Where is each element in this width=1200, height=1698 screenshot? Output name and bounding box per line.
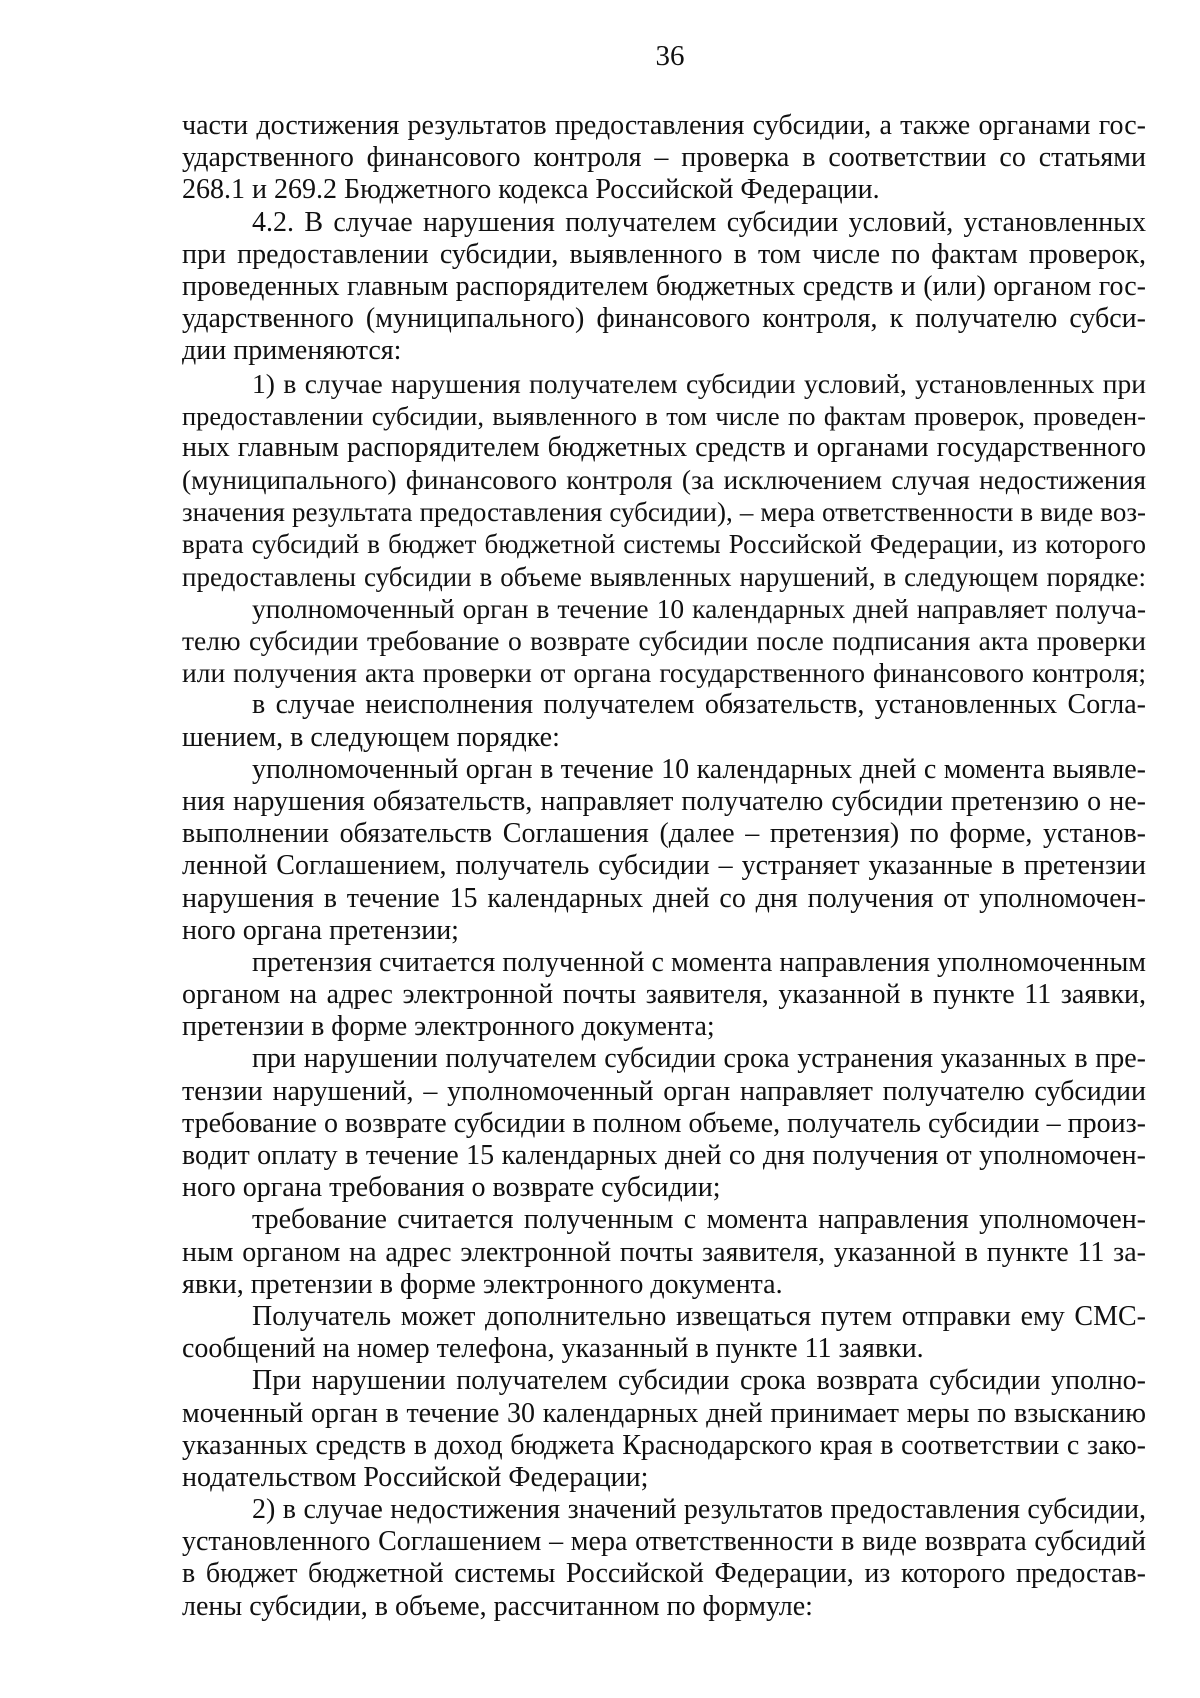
text-line: ного органа требования о возврате субсидии; <box>182 1172 721 1204</box>
text-line: претензии в форме электронного документа; <box>182 1011 715 1043</box>
text-line: ных главным распорядителем бюджетных средств и органами государственного <box>182 431 1146 463</box>
text-line: водит оплату в течение 15 календарных дней со дня получения от уполномочен- <box>182 1140 1146 1171</box>
text-line: явки, претензии в форме электронного документа. <box>182 1268 783 1300</box>
text-line: проведенных главным распорядителем бюджетных средств и (или) органом гос- <box>182 270 1146 302</box>
text-line: ного органа претензии; <box>182 914 459 946</box>
text-line: органом на адрес электронной почты заявителя, указанной в пункте 11 заявки, <box>182 979 1146 1011</box>
text-line: выполнении обязательств Соглашения (далее – претензия) по форме, установ- <box>182 818 1146 850</box>
text-line: нодательством Российской Федерации; <box>182 1461 649 1493</box>
text-line: ударственного финансового контроля – проверка в соответствии со статьями <box>182 142 1146 174</box>
text-line: дии применяются: <box>182 335 402 367</box>
text-line: претензия считается полученной с момента направления уполномоченным <box>252 946 1146 978</box>
text-line: ударственного (муниципального) финансового контроля, к получателю субси- <box>182 303 1146 335</box>
document-body <box>182 110 1146 1623</box>
text-line: телю субсидии требование о возврате субсидии после подписания акта проверки <box>182 625 1146 656</box>
page-number: 36 <box>655 40 685 72</box>
text-line: 2) в случае недостижения значений результатов предоставления субсидии, <box>252 1494 1146 1526</box>
text-line: в случае неисполнения получателем обязательств, установленных Согла- <box>252 689 1146 721</box>
text-line: врата субсидий в бюджет бюджетной системы Российской Федерации, из которого <box>182 529 1146 560</box>
text-line: лены субсидии, в объеме, рассчитанном по формуле: <box>182 1590 813 1622</box>
text-line: 4.2. В случае нарушения получателем субсидии условий, установленных <box>252 206 1146 238</box>
text-line: в бюджет бюджетной системы Российской Федерации, из которого предостав- <box>182 1558 1146 1590</box>
text-line: шением, в следующем порядке: <box>182 721 560 753</box>
text-line: при предоставлении субсидии, выявленного в том числе по фактам проверок, <box>182 238 1146 270</box>
text-line: 268.1 и 269.2 Бюджетного кодекса Российской Федерации. <box>182 174 880 206</box>
text-line: При нарушении получателем субсидии срока возврата субсидии уполно- <box>252 1365 1146 1397</box>
text-line: уполномоченный орган в течение 10 календарных дней направляет получа- <box>252 592 1146 624</box>
text-line: 1) в случае нарушения получателем субсидии условий, установленных при <box>252 367 1146 399</box>
text-line: требование считается полученным с момента направления уполномочен- <box>252 1204 1146 1236</box>
text-line: ния нарушения обязательств, направляет получателю субсидии претензию о не- <box>182 785 1146 817</box>
text-line: предоставлены субсидии в объеме выявленных нарушений, в следующем порядке: <box>182 561 1146 592</box>
text-line: тензии нарушений, – уполномоченный орган направляет получателю субсидии <box>182 1075 1146 1107</box>
text-line: нарушения в течение 15 календарных дней со дня получения от уполномочен- <box>182 882 1146 914</box>
text-line: (муниципального) финансового контроля (за исключением случая недостижения <box>182 464 1146 496</box>
text-line: значения результата предоставления субсидии), – мера ответственности в виде воз- <box>182 497 1146 528</box>
text-line: или получения акта проверки от органа государственного финансового контроля; <box>182 657 1146 689</box>
text-line: сообщений на номер телефона, указанный в пункте 11 заявки. <box>182 1333 924 1365</box>
text-line: ным органом на адрес электронной почты заявителя, указанной в пункте 11 за- <box>182 1236 1146 1268</box>
text-line: при нарушении получателем субсидии срока устранения указанных в пре- <box>252 1043 1146 1075</box>
text-line: предоставлении субсидии, выявленного в том числе по фактам проверок, проведен- <box>182 400 1146 431</box>
text-line: указанных средств в доход бюджета Краснодарского края в соответствии с зако- <box>182 1429 1146 1461</box>
text-line: моченный орган в течение 30 календарных дней принимает меры по взысканию <box>182 1397 1146 1429</box>
text-line: уполномоченный орган в течение 10 календарных дней с момента выявле- <box>252 753 1146 785</box>
text-line: части достижения результатов предоставления субсидии, а также органами гос- <box>182 110 1146 141</box>
text-line: установленного Соглашением – мера ответственности в виде возврата субсидий <box>182 1526 1146 1558</box>
text-line: Получатель может дополнительно извещаться путем отправки ему СМС- <box>252 1300 1146 1332</box>
text-line: требование о возврате субсидии в полном объеме, получатель субсидии – произ- <box>182 1107 1146 1139</box>
text-line: ленной Соглашением, получатель субсидии – устраняет указанные в претензии <box>182 850 1146 882</box>
